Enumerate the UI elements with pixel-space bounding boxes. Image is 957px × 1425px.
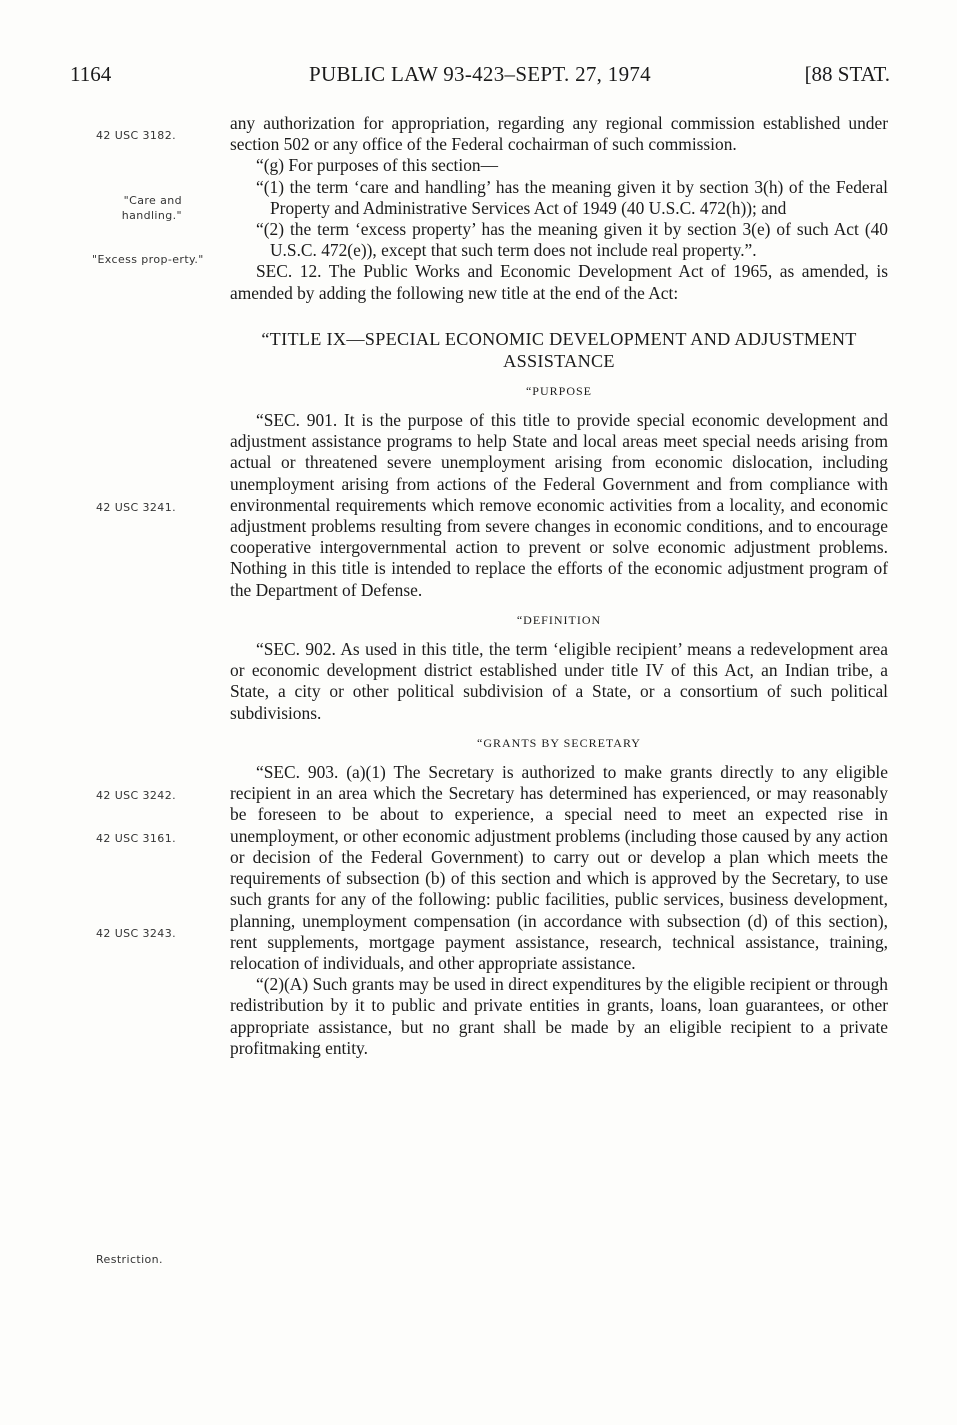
document-body <box>230 113 888 1059</box>
volume-reference: [88 STAT. <box>804 62 890 86</box>
running-header <box>70 62 890 92</box>
margin-note-restriction: Restriction. <box>96 1253 163 1266</box>
running-title: PUBLIC LAW 93-423–SEPT. 27, 1974 <box>309 62 651 86</box>
title-ix-heading: “TITLE IX—SPECIAL ECONOMIC DEVELOPMENT AND ADJUSTMENT ASSISTANCE <box>261 328 857 371</box>
paragraph-authorization: any authorization for appropriation, regarding any regional commission established under section 502 or any office of the Federal cochairman of such commission. <box>230 113 888 155</box>
definition-excess-property: “(2) the term ‘excess property’ has the meaning given it by section 3(e) of such Act (40 U.S.C. 472(e)), except that such term does not include real property.”. <box>256 219 888 261</box>
section-12: SEC. 12. The Public Works and Economic Development Act of 1965, as amended, is amended by adding the following new title at the end of the Act: <box>230 261 888 303</box>
section-903-a2: “(2)(A) Such grants may be used in direct expenditures by the eligible recipient or through redistribution by it to public and private entities in grants, loans, loan guarantees, or other appropriate assistance, but no grant shall be made by an eligible recipient to a private profitmaking entity. <box>230 974 888 1058</box>
definition-care-handling: “(1) the term ‘care and handling’ has the meaning given it by section 3(h) of the Federal Property and Administrative Services Act of 1949 (40 U.S.C. 472(h)); and <box>256 176 888 218</box>
margin-note-usc-3241: 42 USC 3241. <box>96 501 176 514</box>
subsection-g-intro: “(g) For purposes of this section— <box>256 155 498 176</box>
section-902: “SEC. 902. As used in this title, the term ‘eligible recipient’ means a redevelopment area or economic development district established under title IV of this Act, an Indian tribe, a State, a city or other political subdivision of a State, or a consortium of such political subdivisions. <box>230 639 888 723</box>
margin-note-excess-property: "Excess prop-erty." <box>92 253 204 266</box>
heading-grants-by-secretary: “GRANTS BY SECRETARY <box>477 735 641 750</box>
margin-note-usc-3182: 42 USC 3182. <box>96 129 176 142</box>
margin-note-usc-3243: 42 USC 3243. <box>96 927 176 940</box>
section-901: “SEC. 901. It is the purpose of this title to provide special economic development and adjustment assistance programs to help State and local areas meet special needs arising from actual or threatened severe unemployment arising from economic dislocation, including unemployment arising from actions of the Federal Government and from compliance with environmental requirements which remove economic activities from a locality, and economic adjustment problems resulting from severe changes in economic conditions, and to encourage cooperative intergovernmental action to prevent or solve economic adjustment problems. Nothing in this title is intended to replace the efforts of the economic adjustment program of the Department of Defense. <box>230 410 888 600</box>
heading-purpose: “PURPOSE <box>525 383 592 398</box>
margin-note-usc-3161: 42 USC 3161. <box>96 832 176 845</box>
heading-definition: “DEFINITION <box>516 612 602 627</box>
section-903-a1: “SEC. 903. (a)(1) The Secretary is authorized to make grants directly to any eligible recipient in an area which the Secretary has determined has experienced, or may reasonably be foreseen to be about to experience, a special need to meet an expected rise in unemployment, or other economic adjustment problems (including those caused by any action or decision of the Federal Government) to carry out or develop a plan which meets the requirements of subsection (b) of this section and which is approved by the Secretary, to use such grants for any of the following: public facilities, public services, business development, planning, unemployment compensation (in accordance with subsection (d) of this section), rent supplements, mortgage payment assistance, research, technical assistance, training, relocation of individuals, and other appropriate assistance. <box>230 762 888 973</box>
page-number: 1164 <box>70 62 112 86</box>
margin-note-care-handling: "Care and handling." <box>121 194 182 222</box>
margin-note-usc-3242: 42 USC 3242. <box>96 789 176 802</box>
